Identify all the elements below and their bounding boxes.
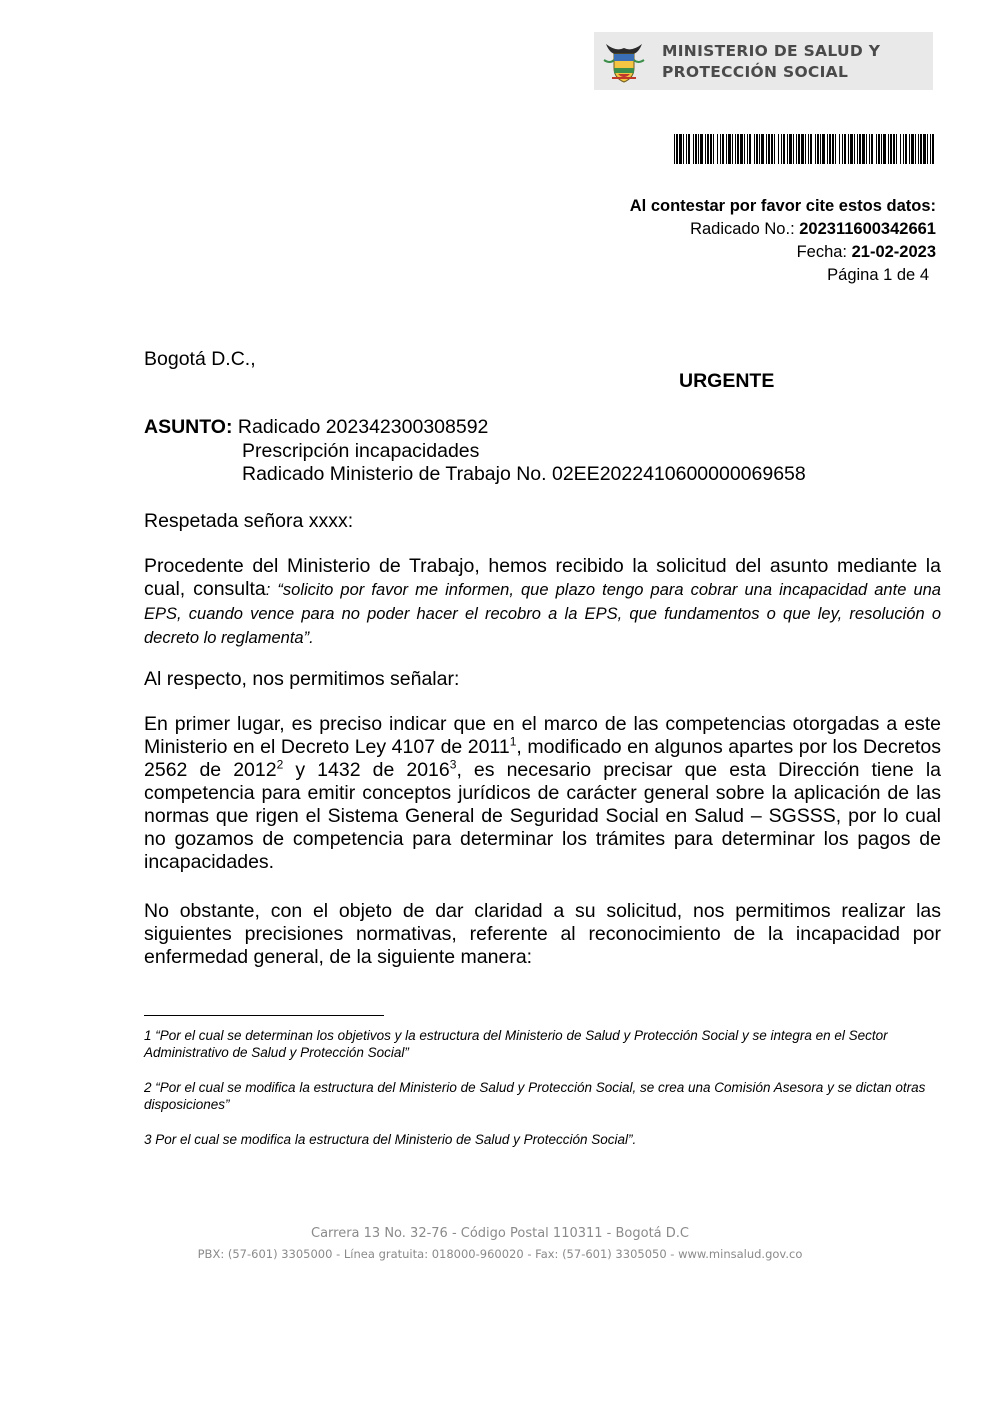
competence-text-a: En primer lugar, es preciso indicar que en el marco de las competencias otorgadas a este Ministerio en el Decreto Ley 4107 de 2011 <box>144 713 941 758</box>
subject-ministry-radicado: Radicado Ministerio de Trabajo No. 02EE2022410600000069658 <box>242 463 806 485</box>
competence-text-b: , modificado en algunos apartes por los Decretos 2562 de 2012 <box>144 736 941 781</box>
urgent-label: URGENTE <box>679 370 775 392</box>
footnote-ref-2: 2 <box>276 757 284 772</box>
subject-label: ASUNTO: <box>144 416 233 438</box>
footnote-ref-3: 3 <box>449 757 457 772</box>
request-quote: : “solicito por favor me informen, que plazo tengo para cobrar una incapacidad ante una EPS, cuando vence para no poder hacer el recobro a la EPS, que fundamentos o que ley, resolución o decreto lo reglamenta”. <box>144 581 941 647</box>
subject-topic: Prescripción incapacidades <box>242 440 480 462</box>
competence-text-c: y 1432 de 2016 <box>283 759 450 781</box>
page-number: Página 1 de 4 <box>827 266 929 284</box>
footer-address: Carrera 13 No. 32-76 - Código Postal 110311 - Bogotá D.C <box>311 1226 689 1241</box>
paragraph-request <box>144 555 941 650</box>
subject-line <box>144 416 488 439</box>
fecha-label: Fecha: <box>796 243 852 261</box>
ministry-name-line2: PROTECCIÓN SOCIAL <box>662 63 849 81</box>
fecha-line <box>630 241 936 264</box>
barcode-icon <box>674 134 936 164</box>
competence-text-d: , es necesario precisar que esta Dirección tiene la competencia para emitir conceptos jurídicos de carácter general sobre la aplicación de las normas que rigen el Sistema General de Seguridad Social en Salud – SGSSS, por lo cual no gozamos de competencia para determinar los trámites para determinar los pagos de incapacidades. <box>144 759 942 873</box>
radicado-label: Radicado No.: <box>690 220 800 238</box>
footnote-2: 2 “Por el cual se modifica la estructura del Ministerio de Salud y Protección Social, se crea una Comisión Asesora y se dictan otras disposiciones” <box>144 1080 926 1112</box>
paragraph-respect: Al respecto, nos permitimos señalar: <box>144 668 460 690</box>
paragraph-clarification: No obstante, con el objeto de dar claridad a su solicitud, nos permitimos realizar las siguientes precisiones normativas, referente al reconocimiento de la incapacidad por enfermedad general, de la siguiente manera: <box>144 900 941 968</box>
salutation: Respetada señora xxxx: <box>144 510 354 532</box>
reference-block <box>630 195 936 287</box>
radicado-number: 202311600342661 <box>799 220 936 238</box>
ministry-logo <box>594 32 933 90</box>
footer-contact: PBX: (57-601) 3305000 - Línea gratuita: 018000-960020 - Fax: (57-601) 3305050 - www.minsalud.gov.co <box>197 1247 803 1261</box>
footnote-3: 3 Por el cual se modifica la estructura del Ministerio de Salud y Protección Social”. <box>144 1132 637 1147</box>
ministry-name <box>662 41 880 83</box>
radicado-line <box>630 218 936 241</box>
fecha-value: 21-02-2023 <box>851 243 936 261</box>
city-line: Bogotá D.C., <box>144 348 256 370</box>
colombia-coat-of-arms-icon <box>602 38 646 84</box>
paragraph-competence <box>144 713 941 874</box>
cite-heading: Al contestar por favor cite estos datos: <box>629 197 936 215</box>
footnote-divider <box>144 1015 384 1016</box>
footnote-1: 1 “Por el cual se determinan los objetivos y la estructura del Ministerio de Salud y Protección Social y se integra en el Sector Administrativo de Salud y Protección Social” <box>144 1028 888 1060</box>
ministry-name-line1: MINISTERIO DE SALUD Y <box>662 42 881 60</box>
request-intro: Procedente del Ministerio de Trabajo, hemos recibido la solicitud del asunto mediante la cual, consulta <box>144 555 941 600</box>
footnote-ref-1: 1 <box>509 734 517 749</box>
subject-radicado: Radicado 202342300308592 <box>232 416 489 438</box>
